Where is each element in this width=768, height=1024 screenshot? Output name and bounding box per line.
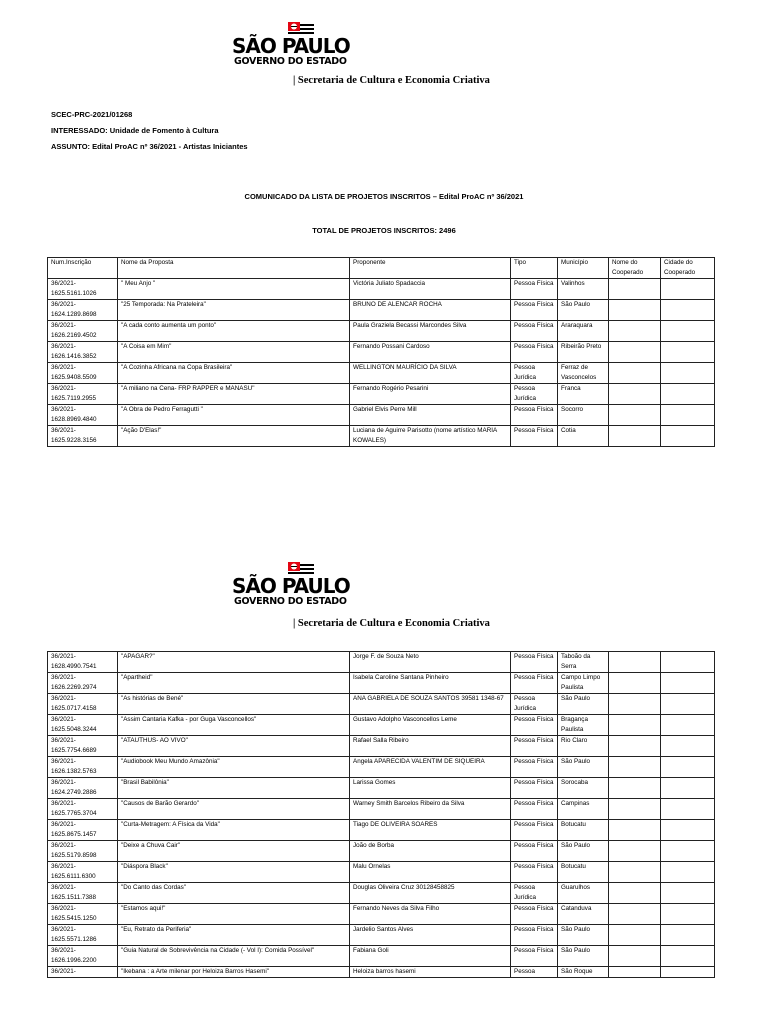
cooperado-cell	[609, 799, 661, 820]
cooperado-cell	[609, 946, 661, 967]
proposta-cell: "A Obra de Pedro Ferragutti "	[118, 405, 350, 426]
cooperado-cell	[609, 300, 661, 321]
inscricao-cell: 36/2021-1625.7765.3704	[48, 799, 118, 820]
cooperado-cell	[609, 342, 661, 363]
cidade-cooperado-cell	[661, 342, 715, 363]
inscricao-cell: 36/2021-1624.1289.8698	[48, 300, 118, 321]
inscricao-cell: 36/2021-1625.5571.1286	[48, 925, 118, 946]
proponente-cell: Heloiza barros hasemi	[350, 967, 511, 978]
proponente-cell: Luciana de Aguirre Parisotto (nome artístico MARIA KOWALES)	[350, 426, 511, 447]
cidade-cooperado-cell	[661, 757, 715, 778]
tipo-cell: Pessoa Física	[511, 405, 558, 426]
municipio-cell: São Paulo	[558, 300, 609, 321]
municipio-cell: São Paulo	[558, 694, 609, 715]
table-row	[48, 321, 715, 342]
column-header: Num.Inscrição	[48, 258, 118, 279]
tipo-cell: Pessoa Física	[511, 426, 558, 447]
cooperado-cell	[609, 715, 661, 736]
proponente-cell: Jorge F. de Souza Neto	[350, 652, 511, 673]
table-row	[48, 279, 715, 300]
municipio-cell: Catanduva	[558, 904, 609, 925]
cidade-cooperado-cell	[661, 694, 715, 715]
table-row	[48, 652, 715, 673]
proponente-cell: Douglas Oliveira Cruz 30128458825	[350, 883, 511, 904]
document-page-1	[0, 0, 768, 470]
proponente-cell: Fernando Rogério Pesarini	[350, 384, 511, 405]
cidade-cooperado-cell	[661, 405, 715, 426]
table-row	[48, 862, 715, 883]
table-row	[48, 925, 715, 946]
proposta-cell: "ATAUTHUS- AO VIVO"	[118, 736, 350, 757]
inscricao-cell: 36/2021-1626.2269.2974	[48, 673, 118, 694]
column-header: Nome do Cooperado	[609, 258, 661, 279]
municipio-cell: Ribeirão Preto	[558, 342, 609, 363]
cidade-cooperado-cell	[661, 652, 715, 673]
cidade-cooperado-cell	[661, 799, 715, 820]
proposta-cell: "Brasil Babilônia"	[118, 778, 350, 799]
table-row	[48, 757, 715, 778]
table-row	[48, 904, 715, 925]
cidade-cooperado-cell	[661, 841, 715, 862]
proponente-cell: Gabriel Elvis Perre Mill	[350, 405, 511, 426]
proponente-cell: Larissa Gomes	[350, 778, 511, 799]
proposta-cell: "Curta-Metragem: A Física da Vida"	[118, 820, 350, 841]
cooperado-cell	[609, 841, 661, 862]
municipio-cell: Socorro	[558, 405, 609, 426]
column-header: Nome da Proposta	[118, 258, 350, 279]
logo-subtitle: GOVERNO DO ESTADO	[234, 596, 347, 607]
table-row	[48, 799, 715, 820]
inscricao-cell: 36/2021-1625.5415.1250	[48, 904, 118, 925]
cooperado-cell	[609, 883, 661, 904]
column-header: Município	[558, 258, 609, 279]
proponente-cell: Gustavo Adolpho Vasconcellos Leme	[350, 715, 511, 736]
proponente-cell: João de Borba	[350, 841, 511, 862]
cidade-cooperado-cell	[661, 925, 715, 946]
proposta-cell: "A Cozinha Africana na Copa Brasileira"	[118, 363, 350, 384]
logo-title: SÃO PAULO	[232, 34, 350, 58]
tipo-cell: Pessoa Física	[511, 321, 558, 342]
cooperado-cell	[609, 694, 661, 715]
table-row	[48, 820, 715, 841]
proposta-cell: "25 Temporada: Na Prateleira"	[118, 300, 350, 321]
municipio-cell: Campo Limpo Paulista	[558, 673, 609, 694]
cooperado-cell	[609, 384, 661, 405]
table-row	[48, 715, 715, 736]
municipio-cell: São Paulo	[558, 946, 609, 967]
cooperado-cell	[609, 904, 661, 925]
inscricao-cell: 36/2021-1628.8969.4840	[48, 405, 118, 426]
cidade-cooperado-cell	[661, 426, 715, 447]
table-row	[48, 778, 715, 799]
municipio-cell: São Roque	[558, 967, 609, 978]
table-row	[48, 300, 715, 321]
cooperado-cell	[609, 405, 661, 426]
municipio-cell: Cotia	[558, 426, 609, 447]
tipo-cell: Pessoa Física	[511, 342, 558, 363]
tipo-cell: Pessoa Física	[511, 778, 558, 799]
municipio-cell: Bragança Paulista	[558, 715, 609, 736]
tipo-cell: Pessoa Física	[511, 904, 558, 925]
proposta-cell: "Audiobook Meu Mundo Amazônia"	[118, 757, 350, 778]
secretaria-title: | Secretaria de Cultura e Economia Criativa	[293, 75, 490, 86]
tipo-cell: Pessoa Física	[511, 736, 558, 757]
proposta-cell: "Guia Natural de Sobrevivência na Cidade (- Vol I): Comida Possível"	[118, 946, 350, 967]
cooperado-cell	[609, 967, 661, 978]
cooperado-cell	[609, 652, 661, 673]
cidade-cooperado-cell	[661, 946, 715, 967]
tipo-cell: Pessoa Física	[511, 279, 558, 300]
process-number: SCEC-PRC-2021/01268	[51, 110, 133, 119]
tipo-cell: Pessoa Física	[511, 925, 558, 946]
interessado-line: INTERESSADO: Unidade de Fomento à Cultura	[51, 126, 219, 135]
cidade-cooperado-cell	[661, 862, 715, 883]
table-row	[48, 426, 715, 447]
cidade-cooperado-cell	[661, 673, 715, 694]
cooperado-cell	[609, 426, 661, 447]
proponente-cell: Rafael Salla Ribeiro	[350, 736, 511, 757]
tipo-cell: Pessoa Física	[511, 799, 558, 820]
table-row	[48, 673, 715, 694]
proponente-cell: Malu Ornelas	[350, 862, 511, 883]
municipio-cell: São Paulo	[558, 757, 609, 778]
inscricao-cell: 36/2021-1625.6111.6300	[48, 862, 118, 883]
tipo-cell: Pessoa Física	[511, 946, 558, 967]
cidade-cooperado-cell	[661, 883, 715, 904]
municipio-cell: São Paulo	[558, 925, 609, 946]
cooperado-cell	[609, 820, 661, 841]
municipio-cell: Franca	[558, 384, 609, 405]
cidade-cooperado-cell	[661, 820, 715, 841]
tipo-cell: Pessoa Física	[511, 862, 558, 883]
cidade-cooperado-cell	[661, 715, 715, 736]
tipo-cell: Pessoa Jurídica	[511, 363, 558, 384]
tipo-cell: Pessoa Física	[511, 757, 558, 778]
proponente-cell: Paula Graziela Becassi Marcondes Silva	[350, 321, 511, 342]
table-row	[48, 841, 715, 862]
inscricao-cell: 36/2021-1625.5161.1026	[48, 279, 118, 300]
municipio-cell: Botucatu	[558, 820, 609, 841]
cooperado-cell	[609, 363, 661, 384]
tipo-cell: Pessoa Física	[511, 841, 558, 862]
municipio-cell: Guarulhos	[558, 883, 609, 904]
proponente-cell: BRUNO DE ALENCAR ROCHA	[350, 300, 511, 321]
tipo-cell: Pessoa	[511, 967, 558, 978]
municipio-cell: Araraquara	[558, 321, 609, 342]
secretaria-title: | Secretaria de Cultura e Economia Criativa	[293, 618, 490, 629]
municipio-cell: Taboão da Serra	[558, 652, 609, 673]
cidade-cooperado-cell	[661, 736, 715, 757]
cidade-cooperado-cell	[661, 363, 715, 384]
inscricao-cell: 36/2021-1626.1416.3852	[48, 342, 118, 363]
municipio-cell: Valinhos	[558, 279, 609, 300]
municipio-cell: Sorocaba	[558, 778, 609, 799]
inscricao-cell: 36/2021-1625.5179.8598	[48, 841, 118, 862]
municipio-cell: Botucatu	[558, 862, 609, 883]
proposta-cell: "A miliano na Cena- FRP RAPPER e MANASU"	[118, 384, 350, 405]
inscricao-cell: 36/2021-1628.4990.7541	[48, 652, 118, 673]
column-header: Proponente	[350, 258, 511, 279]
inscricao-cell: 36/2021-1626.2169.4502	[48, 321, 118, 342]
cooperado-cell	[609, 321, 661, 342]
cidade-cooperado-cell	[661, 321, 715, 342]
proponente-cell: Jardelio Santos Alves	[350, 925, 511, 946]
proponente-cell: Angela APARECIDA VALENTIM DE SIQUEIRA	[350, 757, 511, 778]
proposta-cell: "Eu, Retrato da Periferia"	[118, 925, 350, 946]
municipio-cell: Rio Claro	[558, 736, 609, 757]
inscricao-cell: 36/2021-1624.2749.2886	[48, 778, 118, 799]
proponente-cell: Fernando Possani Cardoso	[350, 342, 511, 363]
projects-table-page-1	[47, 257, 715, 447]
proposta-cell: "Assim Cantaria Kafka - por Guga Vasconcellos"	[118, 715, 350, 736]
projects-table-page-2	[47, 651, 715, 978]
proposta-cell: "A Coisa em Mim"	[118, 342, 350, 363]
table-row	[48, 342, 715, 363]
sao-paulo-logo	[232, 574, 350, 614]
table-header-row	[48, 258, 715, 279]
proponente-cell: Tiago DE OLIVEIRA SOARES	[350, 820, 511, 841]
cooperado-cell	[609, 279, 661, 300]
tipo-cell: Pessoa Jurídica	[511, 384, 558, 405]
cidade-cooperado-cell	[661, 279, 715, 300]
proposta-cell: "APAGAR?"	[118, 652, 350, 673]
proposta-cell: "Do Canto das Cordas"	[118, 883, 350, 904]
table-row	[48, 883, 715, 904]
proponente-cell: Warney Smith Barcelos Ribeiro da Silva	[350, 799, 511, 820]
proponente-cell: Fernando Neves da Silva Filho	[350, 904, 511, 925]
cooperado-cell	[609, 925, 661, 946]
proposta-cell: "A cada conto aumenta um ponto"	[118, 321, 350, 342]
cidade-cooperado-cell	[661, 300, 715, 321]
table-row	[48, 384, 715, 405]
cidade-cooperado-cell	[661, 384, 715, 405]
proponente-cell: Isabela Caroline Santana Pinheiro	[350, 673, 511, 694]
table-row	[48, 694, 715, 715]
proponente-cell: Fabiana Goli	[350, 946, 511, 967]
inscricao-cell: 36/2021-1625.9228.3156	[48, 426, 118, 447]
cooperado-cell	[609, 862, 661, 883]
inscricao-cell: 36/2021-	[48, 967, 118, 978]
cooperado-cell	[609, 778, 661, 799]
cidade-cooperado-cell	[661, 967, 715, 978]
inscricao-cell: 36/2021-1625.7119.2955	[48, 384, 118, 405]
cidade-cooperado-cell	[661, 904, 715, 925]
inscricao-cell: 36/2021-1625.9408.5509	[48, 363, 118, 384]
proponente-cell: WELLINGTON MAURÍCIO DA SILVA	[350, 363, 511, 384]
table-row	[48, 967, 715, 978]
sao-paulo-logo	[232, 34, 350, 74]
proposta-cell: "As histórias de Bené"	[118, 694, 350, 715]
inscricao-cell: 36/2021-1625.0717.4158	[48, 694, 118, 715]
table-row	[48, 363, 715, 384]
proponente-cell: Victória Juliato Spadaccia	[350, 279, 511, 300]
logo-title: SÃO PAULO	[232, 574, 350, 598]
inscricao-cell: 36/2021-1625.8675.1457	[48, 820, 118, 841]
table-row	[48, 736, 715, 757]
proposta-cell: "Apartheid"	[118, 673, 350, 694]
logo-subtitle: GOVERNO DO ESTADO	[234, 56, 347, 67]
municipio-cell: São Paulo	[558, 841, 609, 862]
column-header: Cidade do Cooperado	[661, 258, 715, 279]
cooperado-cell	[609, 736, 661, 757]
inscricao-cell: 36/2021-1625.1511.7388	[48, 883, 118, 904]
proposta-cell: "Estamos aqui!"	[118, 904, 350, 925]
proposta-cell: "Ikebana : a Arte milenar por Heloiza Barros Hasemi"	[118, 967, 350, 978]
cooperado-cell	[609, 673, 661, 694]
total-projects: TOTAL DE PROJETOS INSCRITOS: 2496	[312, 226, 456, 235]
cooperado-cell	[609, 757, 661, 778]
inscricao-cell: 36/2021-1626.1996.2200	[48, 946, 118, 967]
municipio-cell: Campinas	[558, 799, 609, 820]
proposta-cell: "Diáspora Black"	[118, 862, 350, 883]
municipio-cell: Ferraz de Vasconcelos	[558, 363, 609, 384]
proposta-cell: "Deixe a Chuva Cair"	[118, 841, 350, 862]
document-page-2	[0, 540, 768, 1024]
column-header: Tipo	[511, 258, 558, 279]
proposta-cell: "Ação D'Elas!"	[118, 426, 350, 447]
table-row	[48, 405, 715, 426]
tipo-cell: Pessoa Física	[511, 300, 558, 321]
tipo-cell: Pessoa Física	[511, 715, 558, 736]
inscricao-cell: 36/2021-1626.1382.5763	[48, 757, 118, 778]
inscricao-cell: 36/2021-1625.5048.3244	[48, 715, 118, 736]
proposta-cell: "Causos de Barão Gerardo"	[118, 799, 350, 820]
tipo-cell: Pessoa Física	[511, 652, 558, 673]
tipo-cell: Pessoa Física	[511, 673, 558, 694]
proponente-cell: ANA GABRIELA DE SOUZA SANTOS 39581 1348-67	[350, 694, 511, 715]
inscricao-cell: 36/2021-1625.7754.6689	[48, 736, 118, 757]
tipo-cell: Pessoa Jurídica	[511, 694, 558, 715]
tipo-cell: Pessoa Física	[511, 820, 558, 841]
cidade-cooperado-cell	[661, 778, 715, 799]
proposta-cell: " Meu Anjo "	[118, 279, 350, 300]
assunto-line: ASSUNTO: Edital ProAC nº 36/2021 - Artistas Iniciantes	[51, 142, 248, 151]
table-row	[48, 946, 715, 967]
comunicado-title: COMUNICADO DA LISTA DE PROJETOS INSCRITOS – Edital ProAC nº 36/2021	[244, 192, 524, 201]
tipo-cell: Pessoa Jurídica	[511, 883, 558, 904]
